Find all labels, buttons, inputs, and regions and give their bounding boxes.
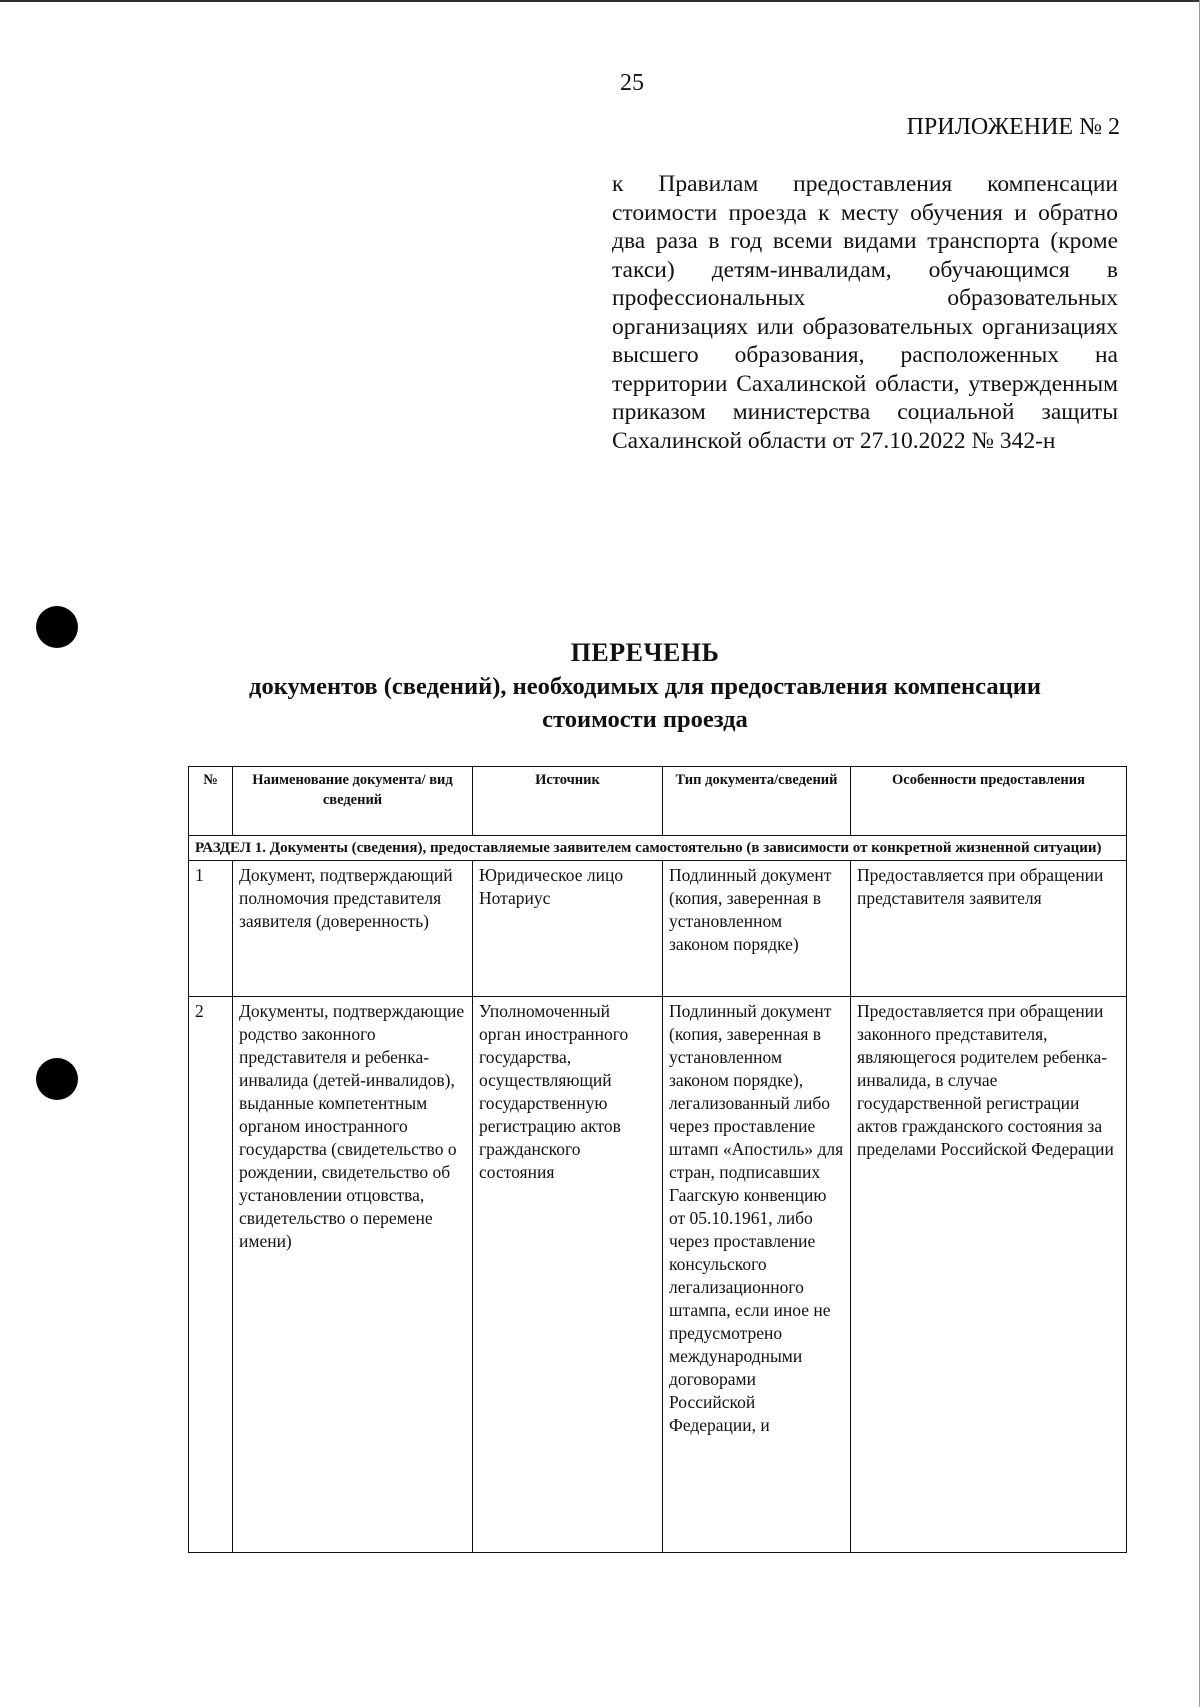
document-subtitle-line2: стоимости проезда bbox=[542, 706, 748, 733]
table-header-row bbox=[189, 767, 1127, 836]
page-number: 25 bbox=[620, 70, 644, 96]
row-document-name: Документы, подтверждающие родство законного представителя и ребенка-инвалида (детей-инвалидов), выданные компетентным органом иностранного государства (свидетельство о рождении, свидетельство об установлении отцовства, свидетельство о перемене имени) bbox=[233, 997, 473, 1553]
row-document-name: Документ, подтверждающий полномочия представителя заявителя (доверенность) bbox=[233, 861, 473, 997]
header-number: № bbox=[189, 767, 233, 836]
header-features: Особенности предоставления bbox=[851, 767, 1127, 836]
appendix-text: к Правилам предоставления компенсации стоимости проезда к месту обучения и обратно два раза в год всеми видами транспорта (кроме такси) детям-инвалидам, обучающимся в профессиональных образовательных организациях или образовательных организациях высшего образования, расположенных на территории Сахалинской области, утвержденным приказом министерства социальной защиты Сахалинской области от 27.10.2022 № 342-н bbox=[612, 171, 1118, 454]
punch-hole bbox=[36, 1058, 78, 1100]
row-document-type: Подлинный документ (копия, заверенная в установленном законом порядке), легализованный либо через проставление штамп «Апостиль» для стран, подписавших Гаагскую конвенцию от 05.10.1961, либо через проставление консульского легализационного штампа, если иное не предусмотрено международными договорами Российской Федерации, и bbox=[663, 997, 851, 1553]
row-number: 2 bbox=[189, 997, 233, 1553]
header-document-name: Наименование документа/ вид сведений bbox=[233, 767, 473, 836]
scan-edge-top bbox=[0, 0, 1200, 2]
row-source: Юридическое лицо Нотариус bbox=[473, 861, 663, 997]
row-features: Предоставляется при обращении законного представителя, являющегося родителем ребенка-инвалида, в случае государственной регистрации актов гражданского состояния за пределами Российской Федерации bbox=[851, 997, 1127, 1553]
title-block bbox=[150, 636, 1140, 736]
documents-table bbox=[188, 766, 1127, 1553]
row-document-type: Подлинный документ (копия, заверенная в установленном законом порядке) bbox=[663, 861, 851, 997]
table-row bbox=[189, 997, 1127, 1553]
row-number: 1 bbox=[189, 861, 233, 997]
section-row bbox=[189, 836, 1127, 861]
table-row bbox=[189, 861, 1127, 997]
appendix-label: ПРИЛОЖЕНИЕ № 2 bbox=[906, 114, 1120, 140]
document-subtitle-line1: документов (сведений), необходимых для предоставления компенсации bbox=[249, 673, 1041, 700]
header-source: Источник bbox=[473, 767, 663, 836]
header-document-type: Тип документа/сведений bbox=[663, 767, 851, 836]
document-title: ПЕРЕЧЕНЬ bbox=[570, 638, 720, 667]
section-heading: РАЗДЕЛ 1. Документы (сведения), предоставляемые заявителем самостоятельно (в зависимости от конкретной жизненной ситуации) bbox=[189, 836, 1127, 861]
row-features: Предоставляется при обращении представителя заявителя bbox=[851, 861, 1127, 997]
punch-hole bbox=[36, 606, 78, 648]
row-source: Уполномоченный орган иностранного государства, осуществляющий государственную регистрацию актов гражданского состояния bbox=[473, 997, 663, 1553]
